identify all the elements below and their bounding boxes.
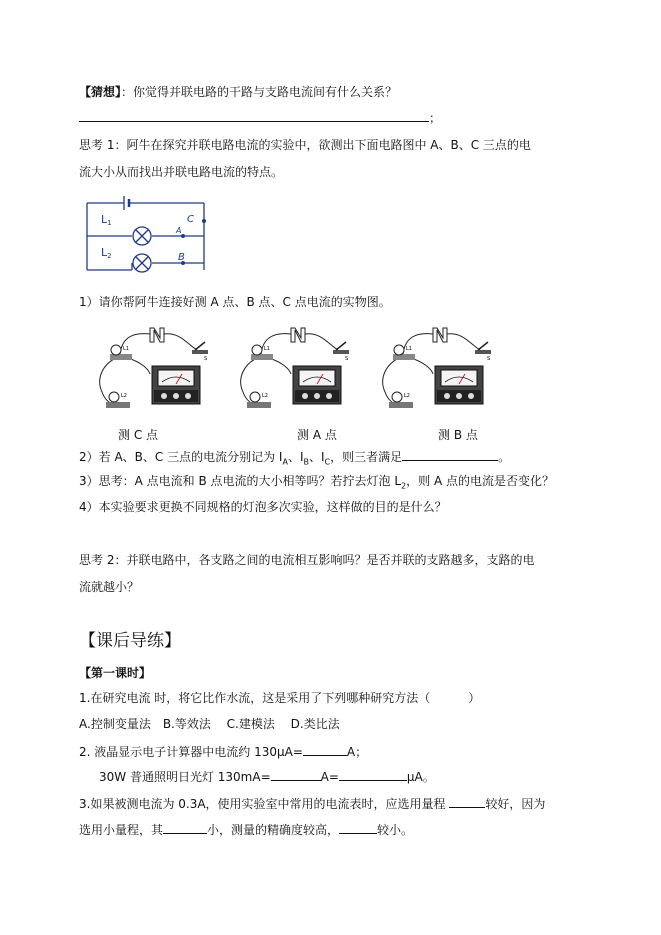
question-4: 4）本实验要求更换不同规格的灯泡多次实验，这样做的目的是什么？ [79, 500, 447, 514]
exercise-1-options: A.控制变量法 B.等效法 C.建模法 D.类比法 [79, 717, 340, 731]
circuit-diagram [84, 193, 214, 275]
svg-text:L2: L2 [404, 393, 410, 399]
label-B: B [178, 252, 185, 263]
bulb-l2 [389, 392, 413, 408]
ex1-answer-blank[interactable] [430, 690, 468, 702]
switch [333, 342, 349, 362]
ex3-blank-1[interactable] [449, 795, 485, 808]
caption-b: 测 B 点 [438, 428, 478, 442]
think1-line1: 思考 1：阿牛在探究并联电路电流的实验中，欲测出下面电路图中 A、B、C 三点的电 [79, 138, 531, 152]
question-1: 1）请你帮阿牛连接好测 A 点、B 点、C 点电流的实物图。 [79, 295, 391, 309]
ex2-answer-blank[interactable] [303, 743, 347, 756]
apparatus-diagram [92, 324, 227, 416]
label-C: C [187, 214, 194, 225]
guess-label: 【猜想】 [79, 85, 122, 99]
ammeter [152, 366, 200, 404]
svg-text:L1: L1 [123, 346, 129, 352]
apparatus-diagram [375, 324, 510, 416]
caption-a: 测 A 点 [297, 428, 337, 442]
exercise-3-line2: 选用小量程，其 小，测量的精确度较高， 较小。 [79, 823, 414, 837]
guess-line [79, 84, 397, 100]
exercise-2: 2. 液晶显示电子计算器中电流约 130μA= A； [79, 745, 368, 759]
guess-end: ； [429, 111, 442, 125]
label-A: A [176, 226, 182, 235]
bulb-l2 [247, 392, 271, 408]
bulb-l1 [393, 345, 415, 360]
ex2b-blank-2[interactable] [339, 768, 407, 781]
exercise-3-line1: 3.如果被测电流为 0.3A，使用实验室中常用的电流表时，应选用量程 较好，因为 [79, 797, 546, 811]
lesson1-heading: 【第一课时】 [79, 666, 152, 680]
think2-line2: 流就越小？ [79, 580, 140, 594]
svg-text:L2: L2 [121, 393, 127, 399]
caption-c: 测 C 点 [118, 428, 159, 442]
ammeter [293, 366, 341, 404]
switch [475, 342, 491, 362]
svg-text:L2: L2 [262, 393, 268, 399]
svg-text:S: S [345, 356, 349, 362]
bulb-l1 [251, 345, 273, 360]
exercise-2b: 30W 普通照明日光灯 130mA= A= μA。 [99, 770, 435, 784]
svg-text:S: S [487, 356, 491, 362]
question-2: 2）若 A、B、C 三点的电流分别记为 $I_A$、$I_B$、$I_C$，则三者满足 。 [79, 450, 511, 467]
svg-text:S: S [204, 356, 208, 362]
ex2b-blank-1[interactable] [271, 768, 321, 781]
guess-answer-blank[interactable] [79, 109, 429, 122]
svg-text:L1: L1 [406, 346, 412, 352]
bulb-l1 [110, 345, 132, 360]
bulb-l2 [106, 392, 130, 408]
ex3-blank-2[interactable] [163, 821, 207, 834]
ammeter [435, 366, 483, 404]
switch [192, 342, 208, 362]
think2-line1: 思考 2：并联电路中，各支路之间的电流相互影响吗？是否并联的支路越多，支路的电 [79, 553, 535, 567]
think1-line2: 流大小从而找出并联电路电流的特点。 [79, 165, 284, 179]
apparatus-diagram [233, 324, 368, 416]
exercise-1: 1.在研究电流 时，将它比作水流，这是采用了下列哪种研究方法（ ） [79, 691, 481, 705]
q2-answer-blank[interactable] [402, 448, 498, 461]
label-L2: L2 [101, 246, 112, 260]
guess-question: ：你觉得并联电路的干路与支路电流间有什么关系？ [121, 85, 398, 99]
ex3-blank-3[interactable] [339, 821, 377, 834]
svg-text:L1: L1 [264, 346, 270, 352]
after-class-heading: 【课后导练】 [79, 631, 181, 651]
label-L1: L1 [101, 213, 112, 227]
guess-answer-line [79, 109, 441, 126]
question-3: 3）思考：A 点电流和 B 点电流的大小相等吗？若拧去灯泡 $L_2$，则 A 点的电流是否变化？ [79, 474, 554, 491]
